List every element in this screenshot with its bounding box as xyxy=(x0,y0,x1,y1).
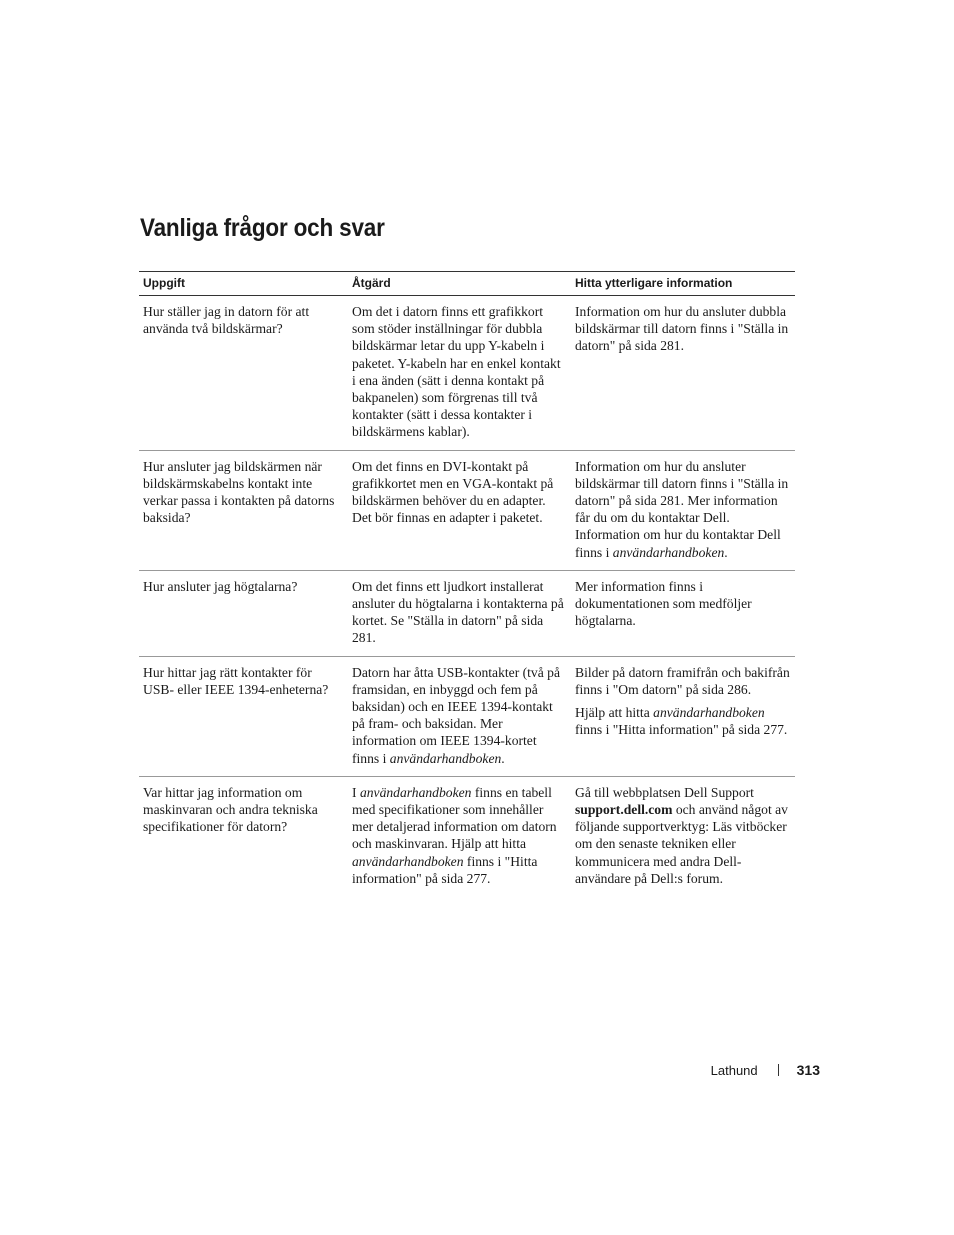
manual-title: användarhandboken xyxy=(612,544,725,560)
info-paragraph xyxy=(575,704,790,738)
info-text-end: finns i "Hitta information" på sida 277. xyxy=(575,722,788,738)
page-number: 313 xyxy=(796,1062,820,1078)
manual-title: användarhandboken xyxy=(389,750,502,766)
task-cell: Var hittar jag information om maskinvaran och andra tekniska specifikationer för datorn? xyxy=(143,784,318,835)
action-cell xyxy=(348,776,571,896)
info-cell xyxy=(571,776,795,896)
action-text-end: . xyxy=(501,750,505,766)
info-cell xyxy=(571,656,795,776)
table-row xyxy=(139,656,795,776)
faq-table xyxy=(139,271,795,896)
footer-divider xyxy=(778,1064,779,1076)
column-header-info: Hitta ytterligare information xyxy=(571,272,795,296)
task-cell: Hur hittar jag rätt kontakter för USB- eller IEEE 1394-enheterna? xyxy=(139,656,348,776)
action-cell xyxy=(348,656,571,776)
info-cell: Mer information finns i dokumentationen som medföljer högtalarna. xyxy=(571,570,795,656)
table-row xyxy=(139,776,795,896)
page-footer xyxy=(711,1062,820,1078)
task-cell: Hur ansluter jag bildskärmen när bildskärmskabelns kontakt inte verkar passa i kontakten på datorns baksida? xyxy=(139,450,348,570)
action-cell: Om det finns ett ljudkort installerat ansluter du högtalarna i kontakterna på kortet. Se "Ställa in datorn" på sida 281. xyxy=(348,570,571,656)
info-paragraph: Bilder på datorn framifrån och bakifrån finns i "Om datorn" på sida 286. xyxy=(575,664,790,697)
manual-title: användarhandboken xyxy=(653,705,765,721)
action-text-end: finns i "Hitta information" på sida 277. xyxy=(352,853,538,886)
page-title: Vanliga frågor och svar xyxy=(140,214,385,242)
table-row xyxy=(139,296,795,451)
task-cell: Hur ansluter jag högtalarna? xyxy=(139,570,348,656)
action-text: I xyxy=(352,784,360,800)
action-text: Datorn har åtta USB-kontakter (två på framsidan, en inbyggd och fem på baksidan) och en IEEE 1394-kontakt på fram- och baksidan. Mer information om IEEE 1394-kortet finns i xyxy=(352,664,560,766)
info-text-end: och använd något av följande supportverktyg: Läs vitböcker om den senaste tekniken eller kommunicera med andra Dell-användare på Dell:s forum. xyxy=(575,802,788,886)
info-cell: Information om hur du ansluter dubbla bildskärmar till datorn finns i "Ställa in datorn" på sida 281. xyxy=(571,296,795,451)
column-header-task: Uppgift xyxy=(139,272,348,296)
info-text: Information om hur du ansluter bildskärmar till datorn finns i "Ställa in datorn" på sida 281. Mer information får du om du kontaktar Dell. Information om hur du kontaktar Dell finns i xyxy=(575,458,789,560)
support-link[interactable]: support.dell.com xyxy=(575,802,673,818)
action-text: finns en tabell med specifikationer som innehåller mer detaljerad information om datorn och maskinvaran. Hjälp att hitta xyxy=(352,784,557,852)
table-row xyxy=(139,570,795,656)
table-header-row xyxy=(139,272,795,296)
info-text: Hjälp att hitta xyxy=(575,705,654,721)
task-cell: Hur ställer jag in datorn för att använda två bildskärmar? xyxy=(139,296,348,451)
table-row xyxy=(139,450,795,570)
column-header-action: Åtgärd xyxy=(348,272,571,296)
manual-title: användarhandboken xyxy=(359,784,472,800)
manual-title: användarhandboken xyxy=(352,853,464,869)
action-cell: Om det finns en DVI-kontakt på grafikkortet men en VGA-kontakt på bildskärmen behöver du en adapter. Det bör finnas en adapter i paketet. xyxy=(348,450,571,570)
action-cell: Om det i datorn finns ett grafikkort som stöder inställningar för dubbla bildskärmar letar du upp Y-kabeln i paketet. Y-kabeln har en enkel kontakt i ena änden (sätt i denna kontakt på bakpanelen) som förgrenas till två kontakter (sätt i dessa kontakter i bildskärmens kablar). xyxy=(348,296,571,451)
info-text: Gå till webbplatsen Dell Support xyxy=(575,784,754,800)
info-text-end: . xyxy=(724,544,728,560)
info-cell xyxy=(571,450,795,570)
footer-section-title: Lathund xyxy=(710,1062,758,1078)
